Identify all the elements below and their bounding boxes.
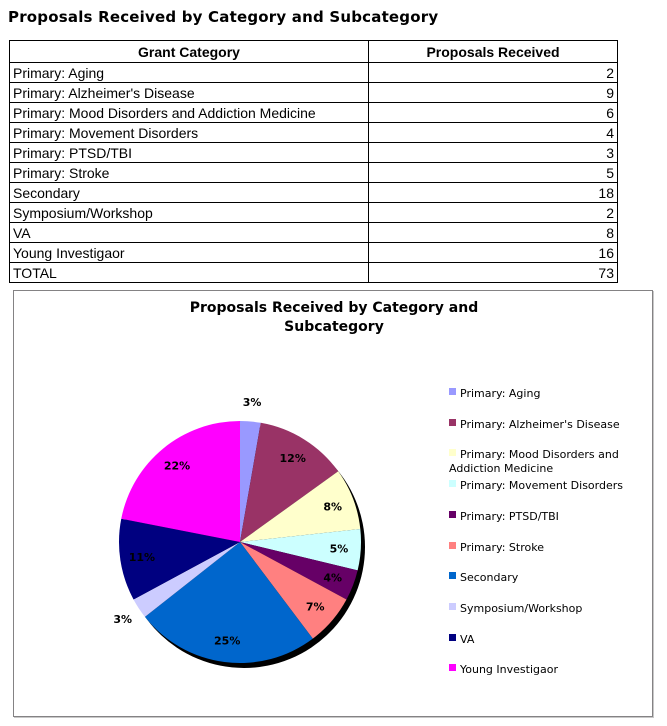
value-cell: 3 <box>369 143 618 163</box>
value-cell: 18 <box>369 183 618 203</box>
proposals-table <box>9 40 618 283</box>
legend-swatch-icon <box>449 480 456 487</box>
value-cell: 2 <box>369 203 618 223</box>
table-row-total <box>10 263 618 283</box>
table-row <box>10 163 618 183</box>
legend-item: Primary: Movement Disorders <box>449 479 639 493</box>
category-cell: Primary: Mood Disorders and Addiction Medicine <box>10 103 369 123</box>
legend-item: Secondary <box>449 571 639 585</box>
pie-chart-container <box>13 290 653 717</box>
legend-item: Symposium/Workshop <box>449 602 639 616</box>
table-row <box>10 183 618 203</box>
value-cell: 9 <box>369 83 618 103</box>
category-cell: Young Investigaor <box>10 243 369 263</box>
slice-percent-label: 3% <box>113 613 133 626</box>
table-row <box>10 203 618 223</box>
table-row <box>10 143 618 163</box>
table-row <box>10 123 618 143</box>
slice-percent-label: 22% <box>163 459 191 473</box>
value-cell: 5 <box>369 163 618 183</box>
category-cell: VA <box>10 223 369 243</box>
category-cell: Primary: Alzheimer's Disease <box>10 83 369 103</box>
category-cell: Primary: Stroke <box>10 163 369 183</box>
legend-swatch-icon <box>449 449 456 456</box>
value-cell: 4 <box>369 123 618 143</box>
slice-percent-label: 5% <box>329 542 349 556</box>
value-cell: 16 <box>369 243 618 263</box>
table-header-row <box>10 41 618 63</box>
category-cell: Secondary <box>10 183 369 203</box>
category-cell: Primary: PTSD/TBI <box>10 143 369 163</box>
legend-swatch-icon <box>449 603 456 610</box>
category-cell: Primary: Aging <box>10 63 369 83</box>
header-grant-category: Grant Category <box>10 41 369 63</box>
category-cell: TOTAL <box>10 263 369 283</box>
value-cell: 73 <box>369 263 618 283</box>
slice-percent-label: 12% <box>279 451 306 465</box>
slice-percent-label: 4% <box>323 571 343 585</box>
table-row <box>10 223 618 243</box>
value-cell: 8 <box>369 223 618 243</box>
slice-percent-label: 7% <box>305 600 325 614</box>
legend-item: Primary: PTSD/TBI <box>449 510 639 524</box>
table-row <box>10 103 618 123</box>
table-row <box>10 243 618 263</box>
legend-item: Young Investigaor <box>449 663 639 677</box>
legend-item: Primary: Aging <box>449 387 639 401</box>
legend-item: Primary: Stroke <box>449 541 639 555</box>
page-title: Proposals Received by Category and Subcategory <box>8 8 439 26</box>
legend-swatch-icon <box>449 572 456 579</box>
legend-item: Primary: Alzheimer's Disease <box>449 418 639 432</box>
legend-item: Primary: Mood Disorders and Addiction Medicine <box>449 448 619 476</box>
slice-percent-label: 8% <box>323 500 343 514</box>
value-cell: 6 <box>369 103 618 123</box>
category-cell: Primary: Movement Disorders <box>10 123 369 143</box>
table-row <box>10 83 618 103</box>
slice-percent-label: 25% <box>214 634 241 648</box>
legend-swatch-icon <box>449 634 456 641</box>
table-row <box>10 63 618 83</box>
value-cell: 2 <box>369 63 618 83</box>
legend-swatch-icon <box>449 388 456 395</box>
legend-swatch-icon <box>449 664 456 671</box>
chart-title: Proposals Received by Category and Subcategory <box>189 300 479 335</box>
legend-swatch-icon <box>449 511 456 518</box>
category-cell: Symposium/Workshop <box>10 203 369 223</box>
slice-percent-label: 3% <box>242 396 262 410</box>
slice-percent-label: 11% <box>128 550 156 564</box>
legend-item: VA <box>449 633 639 647</box>
pie-chart <box>14 291 654 718</box>
header-proposals-received: Proposals Received <box>369 41 618 63</box>
legend-swatch-icon <box>449 542 456 549</box>
legend-swatch-icon <box>449 419 456 426</box>
